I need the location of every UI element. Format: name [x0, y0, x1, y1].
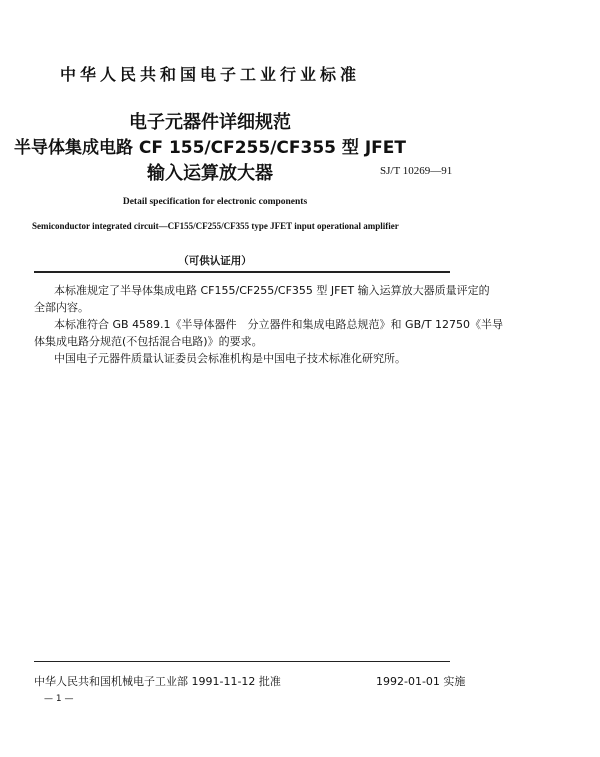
- body-line: 全部内容。: [34, 301, 89, 314]
- approval-info: 中华人民共和国机械电子工业部 1991-11-12 批准: [34, 675, 281, 688]
- effective-date: 1992-01-01 实施: [376, 675, 466, 688]
- certification-note: （可供认证用）: [178, 255, 252, 267]
- standard-code: SJ/T 10269—91: [380, 165, 453, 177]
- page-number: — 1 —: [44, 694, 74, 704]
- body-line: 中国电子元器件质量认证委员会标准机构是中国电子技术标准化研究所。: [54, 352, 406, 365]
- english-title-1: Detail specification for electronic components: [122, 197, 308, 207]
- issuing-body-header: 中华人民共和国电子工业行业标准: [59, 65, 360, 84]
- title-line-1: 电子元器件详细规范: [129, 112, 291, 133]
- title-line-3: 输入运算放大器: [147, 163, 273, 184]
- footer-rule: [34, 661, 450, 662]
- top-rule: [34, 271, 450, 273]
- body-line: 本标准规定了半导体集成电路 CF155/CF255/CF355 型 JFET 输入运算放大器质量评定的: [54, 284, 490, 297]
- title-line-2: 半导体集成电路 CF 155/CF255/CF355 型 JFET: [14, 138, 406, 158]
- body-line: 体集成电路分规范(不包括混合电路)》的要求。: [34, 335, 263, 348]
- english-title-2: Semiconductor integrated circuit—CF155/CF255/CF355 type JFET input operational amplifier: [32, 221, 399, 231]
- body-line: 本标准符合 GB 4589.1《半导体器件 分立器件和集成电路总规范》和 GB/T 12750《半导: [54, 318, 504, 331]
